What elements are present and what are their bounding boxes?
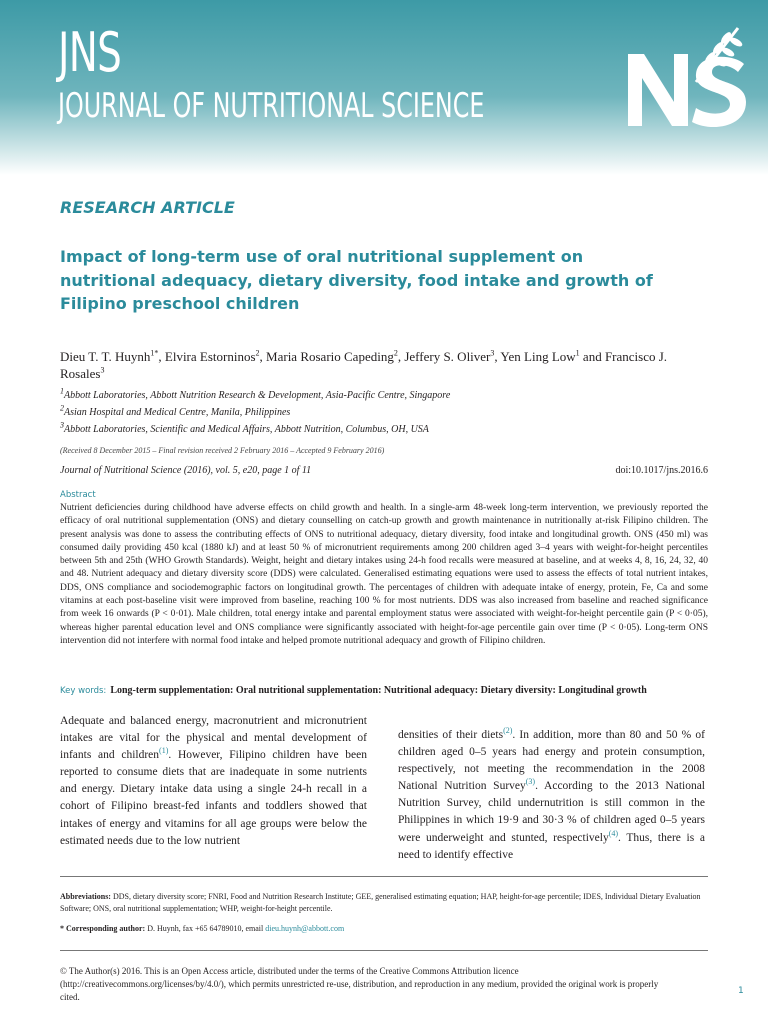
abbreviations-footnote: Abbreviations: DDS, dietary diversity score; FNRI, Food and Nutrition Research Institute; GEE, generalised estimating equation; HAP, height-for-age percentile; IDES, Individual Dietary Evaluation Software; ONS, oral nutritional supplementation; WHP, weight-for-height percentile. — [60, 892, 701, 913]
journal-full-name: JOURNAL OF NUTRITIONAL SCIENCE — [58, 86, 485, 126]
author-separator: , — [259, 349, 267, 364]
body-column-left: Adequate and balanced energy, macronutrient and micronutrient intakes are vital for the physical and mental development of infants and children$^{(1)}$. However, Filipino children have been reported to consume diets that are inadequate in some nutrients and energy. Dietary intake data using a single 24-h recall in a cohort of Filipino breast-fed infants and toddlers showed that intakes of energy and vitamins for all age groups were below the estimated needs due to the low nutrient — [60, 715, 367, 847]
article-title: Impact of long-term use of oral nutritional supplement on nutritional adequacy, dietary diversity, food intake and growth of Filipino preschool children — [60, 247, 653, 313]
reference-link[interactable]: (1) — [159, 746, 169, 756]
author-separator: , — [158, 349, 165, 364]
author-name: Elvira Estorninos — [164, 349, 256, 364]
citation-line — [60, 465, 708, 476]
author-name: Jeffery S. Oliver — [404, 349, 491, 364]
license-notice: © The Author(s) 2016. This is an Open Access article, distributed under the terms of the Creative Commons Attribution licence (http://creativecommons.org/licenses/by/4.0/), which permits unrestricted re-use, distribution, and reproduction in any medium, provided the original work is properly cited. — [60, 966, 659, 1002]
author-list — [60, 348, 700, 382]
page-number: 1 — [738, 986, 744, 996]
author-name: Maria Rosario Capeding — [266, 349, 394, 364]
article-type: RESEARCH ARTICLE — [60, 198, 235, 217]
author-affiliation-mark: 3 — [490, 348, 495, 358]
abstract-heading: Abstract — [60, 490, 96, 500]
author-separator: , — [494, 349, 501, 364]
reference-link[interactable]: (2) — [503, 726, 513, 736]
author-separator: and — [579, 349, 605, 364]
author-affiliation-mark: 1* — [150, 348, 159, 358]
keywords — [60, 685, 720, 696]
reference-link[interactable]: (3) — [525, 777, 536, 787]
author-affiliation-mark: 2 — [255, 348, 260, 358]
corresponding-author: * Corresponding author: D. Huynh, fax +65 64789010, email dieu.huynh@abbott.com — [60, 924, 345, 933]
reference-link[interactable]: (4) — [608, 828, 619, 838]
author-separator: , — [397, 349, 405, 364]
author-name: Francisco J. Rosales — [60, 349, 668, 381]
body-column-right: densities of their diets$^{(2)}$. In addition, more than 80 and 50 % of children aged 0–5 years had energy and protein consumption, respectively, not meeting the recommendation in the 2008 National Nutrition Survey$^{(3)}$. According to the 2013 National Nutrition Survey, child undernutrition is still common in the Philippines in which 19·9 and 30·3 % of children aged 0–5 years were underweight and stunted, respectively$^{(4)}$. Thus, there is a need to identify effective — [398, 726, 706, 861]
journal-logo — [626, 24, 750, 128]
keywords-label: Key words: — [60, 686, 107, 696]
author-affiliation-mark: 2 — [393, 348, 398, 358]
license-divider — [60, 950, 708, 951]
abstract-text: Nutrient deficiencies during childhood have adverse effects on child growth and health. In a single-arm 48-week long-term intervention, we previously reported the efficacy of oral nutritional supplementation (ONS) and dietary counselling on catch-up growth and growth maintenance in nutritionally at-risk Filipino children. The present analysis was done to assess the contributing effects of ONS to nutritional adequacy, dietary diversity, food intake and longitudinal growth. ONS (450 ml) was consumed daily providing 450 kcal (1880 kJ) and at least 50 % of micronutrient requirements among 200 children aged 3–4 years with weight-for-height percentiles between 5th and 25th (WHO Growth Standards). Weight, height and dietary intakes using 24-h food recalls were measured at baseline, and at weeks 4, 8, 16, 24, 32, 40 and 48. Nutrient adequacy and dietary diversity score (DDS) were calculated. Generalised estimating equations were used to assess the effects of total nutrient intakes, DDS, ONS compliance and sociodemographic factors on longitudinal growth. The percentages of children with adequate intake of energy, protein, Fe, Ca and some vitamins at each post-baseline visit were improved from baseline, reaching 100 % for most nutrients. DDS was also increased from baseline and reached significance from week 16 onwards (P < 0·01). Male children, total energy intake and parental employment status were associated with weight-for-height percentile gain (P < 0·05), whereas higher parental education level and ONS compliance were significantly associated with height-for-age percentile gain over time (P < 0·05). Long-term ONS intervention did not interfere with normal food intake and helped promote nutritional adequacy and growth of Filipino children. — [60, 503, 708, 646]
footnote-divider — [60, 876, 708, 877]
received-dates: (Received 8 December 2015 – Final revision received 2 February 2016 – Accepted 9 February 2016) — [60, 446, 385, 455]
keywords-text: Long-term supplementation: Oral nutritional supplementation: Nutritional adequacy: Dietary diversity: Longitudinal growth — [110, 685, 647, 696]
affiliation-1: $^1$Abbott Laboratories, Abbott Nutrition Research & Development, Asia-Pacific Centre, Singapore — [60, 386, 451, 401]
author-email-link[interactable]: dieu.huynh@abbott.com — [265, 924, 345, 933]
author-affiliation-mark: 3 — [100, 365, 105, 375]
doi: doi:10.1017/jns.2016.6 — [615, 465, 708, 476]
affiliation-3: $^3$Abbott Laboratories, Scientific and Medical Affairs, Abbott Nutrition, Columbus, OH, USA — [60, 420, 429, 435]
journal-abbreviation: JNS — [58, 21, 122, 84]
author-name: Dieu T. T. Huynh — [60, 349, 151, 364]
author-affiliation-mark: 1 — [575, 348, 580, 358]
affiliation-2: $^2$Asian Hospital and Medical Centre, Manila, Philippines — [60, 403, 291, 418]
author-name: Yen Ling Low — [500, 349, 576, 364]
citation: Journal of Nutritional Science (2016), vol. 5, e20, page 1 of 11 — [60, 465, 312, 476]
